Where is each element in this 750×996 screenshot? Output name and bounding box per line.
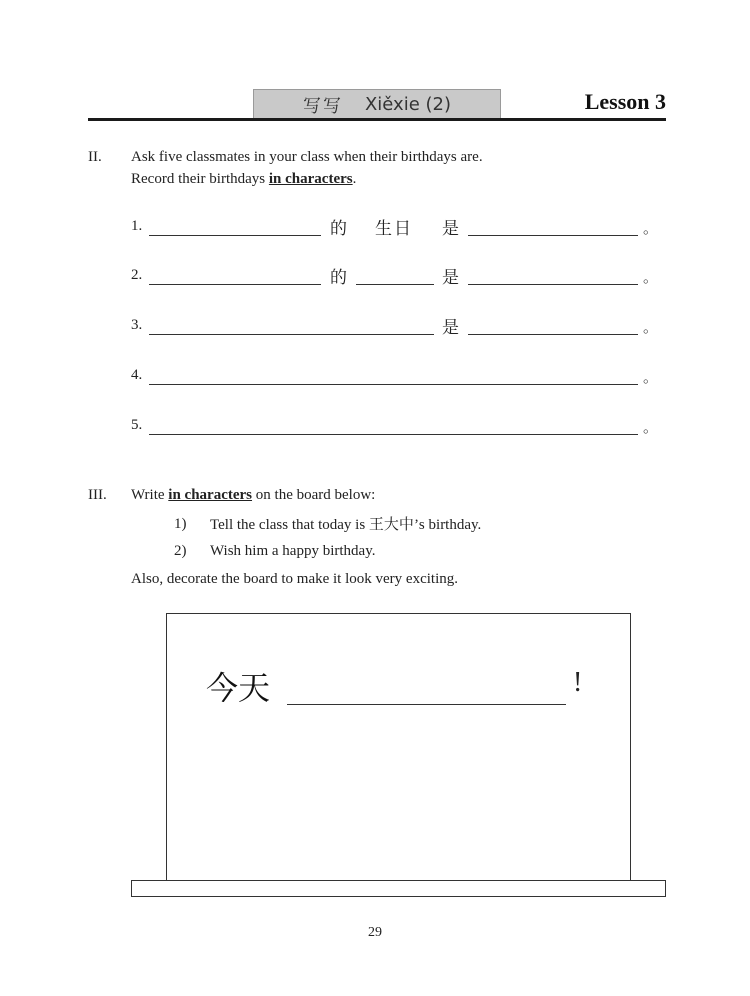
section-3-intro [131,485,375,505]
row-1-period: 。 [643,221,659,237]
row-3-period: 。 [643,320,659,336]
section-2-instruction-2 [131,169,356,189]
section-2-instruction-1: Ask five classmates in your class when their birthdays are. [131,149,483,165]
board-exclamation: ! [573,667,583,698]
row-2-number: 2. [131,267,143,283]
row-1-date-blank[interactable] [468,235,638,236]
row-2-name-blank[interactable] [149,284,321,285]
lesson-label: Lesson 3 [584,89,666,114]
row-1-de: 的 [330,219,347,239]
emphasis-in-characters: in characters [168,487,253,503]
chalkboard [166,613,631,881]
instruction-text: Write [131,487,169,503]
section-2-numeral: II. [88,149,102,165]
row-4-number: 4. [131,367,143,383]
row-2-de: 的 [330,268,347,288]
row-2-period: 。 [643,270,659,286]
row-5-number: 5. [131,417,143,433]
item-1-text [210,514,481,535]
section-3-closing: Also, decorate the board to make it look very exciting. [131,571,458,587]
instruction-text: Record their birthdays [131,171,269,187]
row-2-date-blank[interactable] [468,284,638,285]
row-5-sentence-blank[interactable] [149,434,638,435]
row-1-shi: 是 [442,219,459,239]
section-3-numeral: III. [88,487,107,503]
instruction-text: on the board below: [252,487,376,503]
row-5-period: 。 [643,420,659,436]
item-text: ’s birthday. [413,517,482,533]
item-text: Tell the class that today is [210,517,369,533]
chalkboard-ledge [131,880,666,897]
emphasis-in-characters: in characters [268,171,353,187]
row-2-shi: 是 [442,268,459,288]
page-number: 29 [368,925,382,940]
chinese-title: 写写 [302,95,343,117]
row-3-subject-blank[interactable] [149,334,434,335]
row-3-date-blank[interactable] [468,334,638,335]
row-3-shi: 是 [442,318,459,338]
header-rule [88,118,666,121]
worksheet-title-box [253,89,501,120]
row-4-period: 。 [643,370,659,386]
row-1-number: 1. [131,218,143,234]
item-2-number: 2) [174,543,187,559]
board-blank[interactable] [287,704,566,705]
row-2-birthday-blank[interactable] [356,284,434,285]
row-4-sentence-blank[interactable] [149,384,638,385]
board-today: 今天 [206,669,271,707]
item-1-number: 1) [174,516,187,532]
row-3-number: 3. [131,317,143,333]
row-1-name-blank[interactable] [149,235,321,236]
person-name: 王大中 [368,515,414,533]
pinyin-title: Xiěxie (2) [364,94,452,115]
item-2-text: Wish him a happy birthday. [210,543,376,559]
row-1-birthday: 生日 [375,219,413,239]
instruction-text: . [352,171,357,187]
